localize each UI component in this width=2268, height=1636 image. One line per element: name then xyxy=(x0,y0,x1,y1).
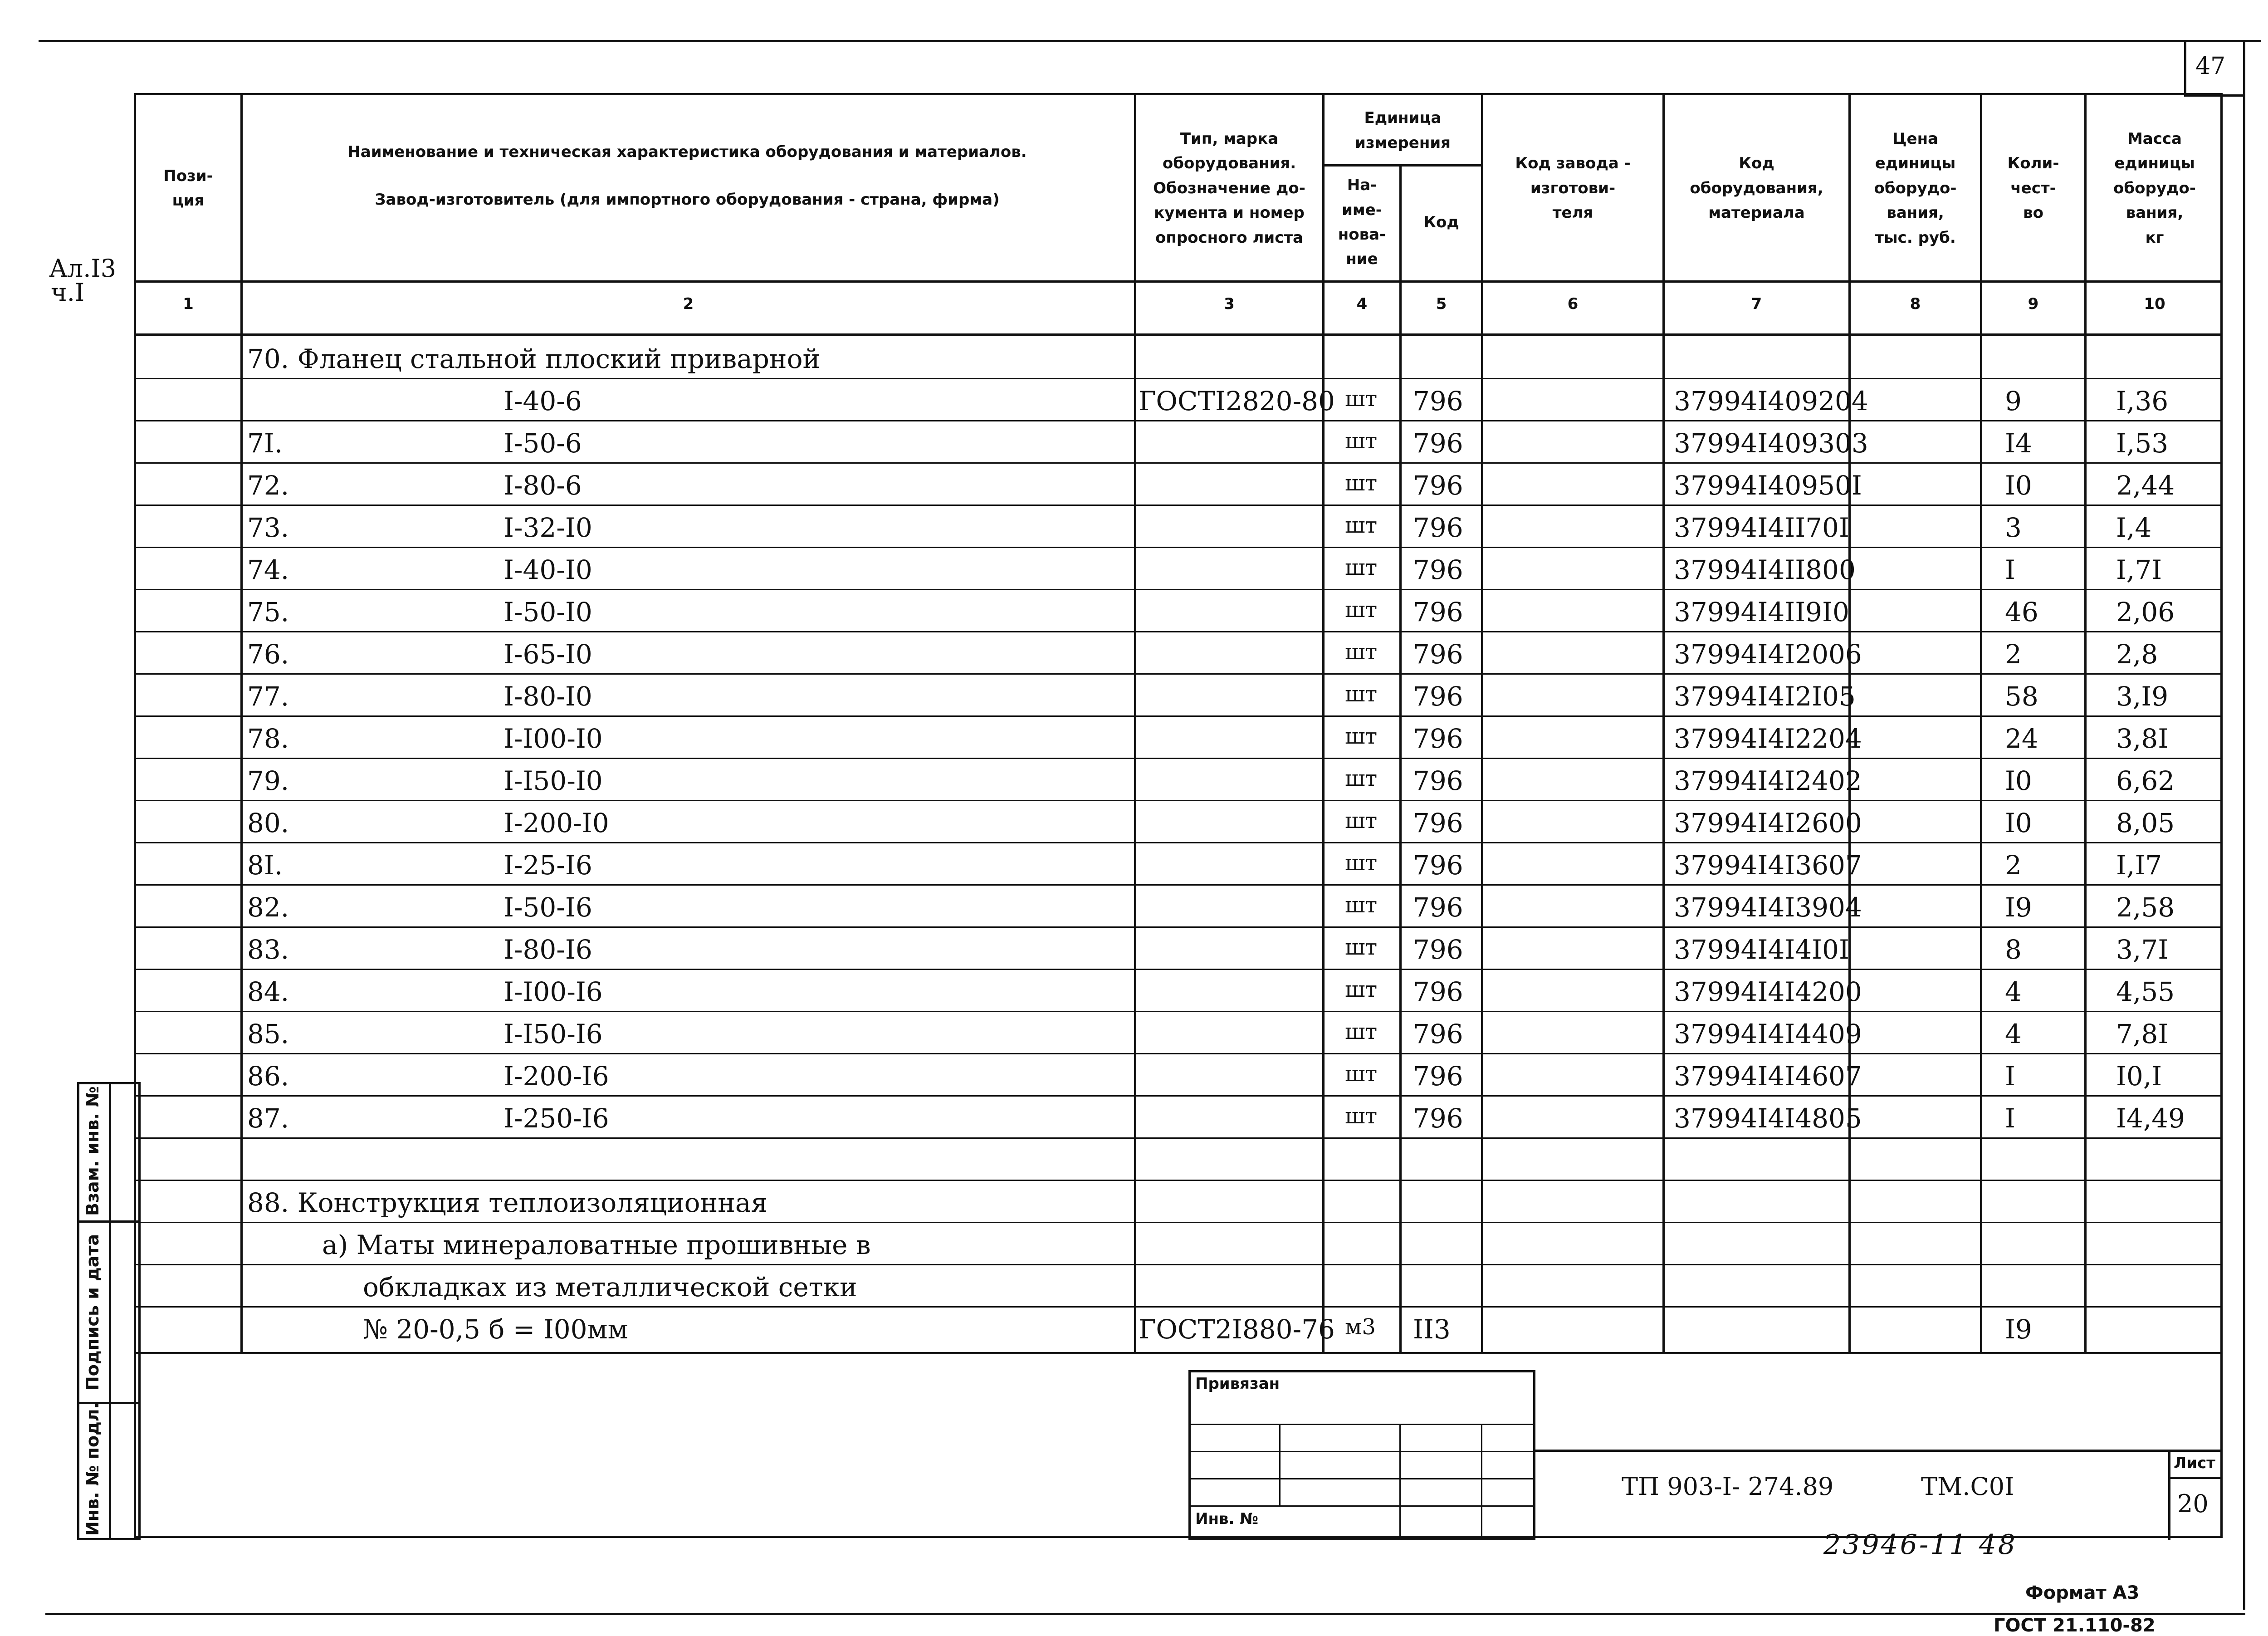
cell-pos: 78. xyxy=(247,723,289,754)
side-stamp-split xyxy=(109,1082,111,1540)
cell-pos: 70. Фланец стальной плоский приварной xyxy=(247,343,821,374)
colnum-2: 2 xyxy=(683,295,694,313)
cell-mass: 2,44 xyxy=(2116,470,2175,501)
cell-code: 796 xyxy=(1413,597,1463,627)
list-number: 20 xyxy=(2177,1489,2209,1518)
cell-eq: 37994I4I4I0I xyxy=(1674,934,1849,965)
header-type: Тип, марка оборудования. Обозначение до- кумента и номер опросного листа xyxy=(1153,130,1305,247)
cell-qty: I0 xyxy=(2005,765,2032,796)
cell-unit: шт xyxy=(1345,513,1378,538)
row-line xyxy=(134,969,2223,970)
cell-code: 796 xyxy=(1413,639,1463,670)
colnum-7: 7 xyxy=(1751,295,1762,313)
cell-mass: I,4 xyxy=(2116,512,2152,543)
cell-pos: № 20-0,5 б = I00мм xyxy=(363,1314,628,1345)
cell-pos: 75. xyxy=(247,597,289,627)
cell-name: I-I50-I6 xyxy=(503,1019,603,1049)
cell-mass: 7,8I xyxy=(2116,1019,2169,1049)
cell-eq: 37994I4I4607 xyxy=(1674,1061,1862,1092)
colnum-5: 5 xyxy=(1436,295,1447,313)
cell-code: 796 xyxy=(1413,1061,1463,1092)
cell-pos: 82. xyxy=(247,892,289,923)
cell-unit: шт xyxy=(1345,850,1378,876)
cell-qty: I0 xyxy=(2005,808,2032,838)
cell-pos: 83. xyxy=(247,934,289,965)
row-line xyxy=(134,1222,2223,1223)
outer-bottom-border xyxy=(45,1613,2245,1615)
cell-mass: 2,58 xyxy=(2116,892,2175,923)
colnum-3: 3 xyxy=(1224,295,1235,313)
header-name-line1: Наименование и техническая характеристика оборудования и материалов. xyxy=(347,142,1027,161)
cell-pos: 79. xyxy=(247,765,289,796)
row-line xyxy=(134,926,2223,928)
row-line xyxy=(134,884,2223,886)
cell-qty: 3 xyxy=(2005,512,2022,543)
cell-unit: шт xyxy=(1345,724,1378,749)
cell-qty: I9 xyxy=(2005,1314,2032,1345)
cell-code: 796 xyxy=(1413,976,1463,1007)
cell-name: I-40-6 xyxy=(503,386,582,416)
cell-mass: 6,62 xyxy=(2116,765,2175,796)
cell-doc: ГОСТI2820-80 xyxy=(1139,386,1335,416)
titleblock-list-divider xyxy=(2168,1450,2170,1540)
cell-eq: 37994I4II70I xyxy=(1674,512,1849,543)
cell-mass: I,I7 xyxy=(2116,850,2162,881)
cell-name: I-80-I6 xyxy=(503,934,592,965)
cell-code: 796 xyxy=(1413,808,1463,838)
cell-unit: шт xyxy=(1345,639,1378,665)
cell-unit: шт xyxy=(1345,892,1378,918)
cell-code: 796 xyxy=(1413,512,1463,543)
cell-name: I-200-I0 xyxy=(503,808,609,838)
row-line xyxy=(134,631,2223,632)
cell-mass: 2,06 xyxy=(2116,597,2175,627)
cell-code: 796 xyxy=(1413,892,1463,923)
row-line xyxy=(134,462,2223,464)
header-unit: На- име- нова- ние xyxy=(1338,176,1386,269)
cell-code: 796 xyxy=(1413,765,1463,796)
row-line xyxy=(134,1306,2223,1308)
cell-code: 796 xyxy=(1413,428,1463,459)
cell-qty: 46 xyxy=(2005,597,2038,627)
cell-name: I-80-I0 xyxy=(503,681,592,712)
cell-eq: 37994I4I4409 xyxy=(1674,1019,1862,1049)
cell-code: 796 xyxy=(1413,681,1463,712)
colnum-4: 4 xyxy=(1356,295,1368,313)
cell-qty: I xyxy=(2005,554,2015,585)
row-line xyxy=(134,842,2223,843)
cell-qty: 58 xyxy=(2005,681,2038,712)
col-line-6 xyxy=(1662,93,1665,1354)
privyazan-row3 xyxy=(1188,1478,1535,1479)
cell-qty: I4 xyxy=(2005,428,2032,459)
cell-unit: шт xyxy=(1345,597,1378,622)
cell-pos: 88. Конструкция теплоизоляционная xyxy=(247,1187,768,1218)
cell-code: II3 xyxy=(1413,1314,1451,1345)
cell-name: I-80-6 xyxy=(503,470,582,501)
cell-pos: 80. xyxy=(247,808,289,838)
cell-name: I-I50-I0 xyxy=(503,765,603,796)
cell-name: I-25-I6 xyxy=(503,850,592,881)
inv-no-label: Инв. № xyxy=(1195,1510,1259,1528)
cell-pos: 87. xyxy=(247,1103,289,1134)
cell-qty: 4 xyxy=(2005,1019,2022,1049)
cell-eq: 37994I4I4805 xyxy=(1674,1103,1862,1134)
col-line-4 xyxy=(1399,164,1402,1354)
side-label-line1: Ал.I3 xyxy=(49,254,117,283)
col-line-2 xyxy=(1134,93,1136,1354)
cell-mass: 3,8I xyxy=(2116,723,2169,754)
cell-unit: шт xyxy=(1345,428,1378,454)
header-unit-code: Код xyxy=(1423,213,1459,231)
sheet-code: ТМ.С0I xyxy=(1921,1472,2014,1501)
cell-unit: шт xyxy=(1345,1061,1378,1087)
cell-name: I-50-I0 xyxy=(503,597,592,627)
colnum-9: 9 xyxy=(2028,295,2039,313)
privyazan-row2 xyxy=(1188,1451,1535,1452)
row-line xyxy=(134,673,2223,675)
row-line xyxy=(134,505,2223,506)
cell-mass: 3,I9 xyxy=(2116,681,2169,712)
cell-name: I-50-I6 xyxy=(503,892,592,923)
cell-unit: шт xyxy=(1345,681,1378,707)
row-line xyxy=(134,1011,2223,1012)
side-stamp-vzam: Взам. инв. № xyxy=(83,1086,103,1216)
cell-code: 796 xyxy=(1413,554,1463,585)
side-stamp-podpis: Подпись и дата xyxy=(83,1234,103,1391)
cell-pos: 72. xyxy=(247,470,289,501)
cell-code: 796 xyxy=(1413,470,1463,501)
titleblock-list-split xyxy=(2168,1477,2223,1479)
colnum-bottom-line xyxy=(134,333,2223,336)
cell-code: 796 xyxy=(1413,850,1463,881)
row-line xyxy=(134,1095,2223,1097)
cell-qty: 8 xyxy=(2005,934,2022,965)
cell-pos: 77. xyxy=(247,681,289,712)
cell-mass: 2,8 xyxy=(2116,639,2158,670)
cell-pos: 84. xyxy=(247,976,289,1007)
cell-mass: I,53 xyxy=(2116,428,2169,459)
col-line-9 xyxy=(2084,93,2087,1354)
cell-unit: шт xyxy=(1345,935,1378,960)
colnum-8: 8 xyxy=(1910,295,1921,313)
header-price: Цена единицы оборудо- вания, тыс. руб. xyxy=(1874,130,1957,247)
cell-eq: 37994I4I2006 xyxy=(1674,639,1862,670)
privyazan-row4 xyxy=(1188,1505,1535,1507)
side-label-line2: ч.I xyxy=(51,278,85,307)
cell-eq: 37994I4I4200 xyxy=(1674,976,1862,1007)
privyazan-col1 xyxy=(1279,1424,1281,1505)
colnum-1: 1 xyxy=(183,295,194,313)
cell-pos: обкладках из металлической сетки xyxy=(363,1272,857,1303)
header-mass: Масса единицы оборудо- вания, кг xyxy=(2113,130,2196,247)
cell-mass: 3,7I xyxy=(2116,934,2169,965)
cell-mass: I4,49 xyxy=(2116,1103,2185,1134)
cell-qty: 9 xyxy=(2005,386,2022,416)
cell-name: I-I00-I6 xyxy=(503,976,603,1007)
cell-qty: I xyxy=(2005,1061,2015,1092)
col-line-1 xyxy=(240,93,243,1354)
cell-pos: 74. xyxy=(247,554,289,585)
header-equipment-code: Код оборудования, материала xyxy=(1690,154,1823,222)
cell-code: 796 xyxy=(1413,1103,1463,1134)
cell-qty: I0 xyxy=(2005,470,2032,501)
cell-pos: 73. xyxy=(247,512,289,543)
cell-unit: шт xyxy=(1345,555,1378,580)
row-line xyxy=(134,1264,2223,1265)
titleblock-top xyxy=(1535,1450,2223,1452)
cell-name: I-40-I0 xyxy=(503,554,592,585)
cell-eq: 37994I4I3607 xyxy=(1674,850,1862,881)
col-line-3 xyxy=(1322,93,1325,1354)
row-line xyxy=(134,1180,2223,1181)
cell-code: 796 xyxy=(1413,723,1463,754)
footer-standard: ГОСТ 21.110-82 xyxy=(1994,1615,2156,1636)
cell-code: 796 xyxy=(1413,1019,1463,1049)
cell-eq: 37994I4I2I05 xyxy=(1674,681,1856,712)
cell-unit: м3 xyxy=(1345,1314,1376,1340)
cell-name: I-32-I0 xyxy=(503,512,592,543)
cell-unit: шт xyxy=(1345,1103,1378,1129)
cell-name: I-65-I0 xyxy=(503,639,592,670)
col-line-5 xyxy=(1481,93,1483,1354)
colnum-10: 10 xyxy=(2144,295,2165,313)
side-stamp-inv: Инв. № подл. xyxy=(83,1402,103,1536)
cell-unit: шт xyxy=(1345,470,1378,496)
cell-pos: 86. xyxy=(247,1061,289,1092)
header-bottom-line xyxy=(134,280,2223,283)
cell-pos: 7I. xyxy=(247,428,283,459)
outer-right-border xyxy=(2243,40,2245,1610)
cell-doc: ГОСТ2I880-76 xyxy=(1139,1314,1335,1345)
cell-qty: I xyxy=(2005,1103,2015,1134)
col-line-8 xyxy=(1980,93,1982,1354)
cell-unit: шт xyxy=(1345,766,1378,791)
format-label: Формат А3 xyxy=(2025,1582,2140,1603)
row-line xyxy=(134,758,2223,759)
privyazan-col3 xyxy=(1481,1424,1482,1540)
cell-unit: шт xyxy=(1345,1019,1378,1044)
cell-pos: 85. xyxy=(247,1019,289,1049)
cell-eq: 37994I409303 xyxy=(1674,428,1868,459)
cell-name: I-I00-I0 xyxy=(503,723,603,754)
row-line xyxy=(134,1137,2223,1139)
cell-mass: 8,05 xyxy=(2116,808,2175,838)
cell-unit: шт xyxy=(1345,808,1378,833)
row-line xyxy=(134,715,2223,717)
table-body-bottom xyxy=(134,1352,2223,1354)
header-quantity: Коли- чест- во xyxy=(2007,154,2059,222)
row-line xyxy=(134,800,2223,801)
row-line xyxy=(134,378,2223,379)
handwritten-number: 23946-11 48 xyxy=(1823,1529,2017,1561)
header-position: Пози- ция xyxy=(163,167,213,210)
list-label: Лист xyxy=(2174,1454,2215,1472)
cell-pos: 76. xyxy=(247,639,289,670)
cell-pos: а) Маты минераловатные прошивные в xyxy=(322,1229,871,1260)
header-factory-code: Код завода - изготови- теля xyxy=(1515,154,1631,222)
cell-unit: шт xyxy=(1345,977,1378,1002)
row-line xyxy=(134,1053,2223,1054)
row-line xyxy=(134,547,2223,548)
cell-name: I-250-I6 xyxy=(503,1103,609,1134)
cell-mass: I0,I xyxy=(2116,1061,2162,1092)
header-name-line2: Завод-изготовитель (для импортного оборудования - страна, фирма) xyxy=(375,190,1000,209)
cell-mass: I,36 xyxy=(2116,386,2169,416)
cell-qty: I9 xyxy=(2005,892,2032,923)
cell-eq: 37994I4I2402 xyxy=(1674,765,1862,796)
cell-qty: 2 xyxy=(2005,850,2022,881)
cell-eq: 37994I4II9I0 xyxy=(1674,597,1849,627)
cell-qty: 4 xyxy=(2005,976,2022,1007)
outer-top-border xyxy=(39,40,2261,42)
page-number: 47 xyxy=(2195,53,2226,80)
doc-code: ТП 903-I- 274.89 xyxy=(1622,1472,1834,1501)
cell-qty: 24 xyxy=(2005,723,2038,754)
privyazan-col2 xyxy=(1399,1424,1401,1540)
cell-eq: 37994I4I3904 xyxy=(1674,892,1862,923)
row-line xyxy=(134,420,2223,421)
cell-pos: 8I. xyxy=(247,850,283,881)
cell-mass: I,7I xyxy=(2116,554,2162,585)
cell-code: 796 xyxy=(1413,934,1463,965)
privyazan-row1 xyxy=(1188,1424,1535,1425)
colnum-6: 6 xyxy=(1567,295,1579,313)
cell-eq: 37994I409204 xyxy=(1674,386,1868,416)
cell-qty: 2 xyxy=(2005,639,2022,670)
privyazan-label: Привязан xyxy=(1195,1375,1280,1393)
cell-name: I-50-6 xyxy=(503,428,582,459)
cell-eq: 37994I4II800 xyxy=(1674,554,1856,585)
cell-unit: шт xyxy=(1345,386,1378,411)
cell-name: I-200-I6 xyxy=(503,1061,609,1092)
cell-mass: 4,55 xyxy=(2116,976,2175,1007)
cell-code: 796 xyxy=(1413,386,1463,416)
cell-eq: 37994I4I2600 xyxy=(1674,808,1862,838)
cell-eq: 37994I4I2204 xyxy=(1674,723,1862,754)
cell-eq: 37994I40950I xyxy=(1674,470,1862,501)
header-unit-group: Единица измерения xyxy=(1355,109,1451,152)
row-line xyxy=(134,589,2223,590)
